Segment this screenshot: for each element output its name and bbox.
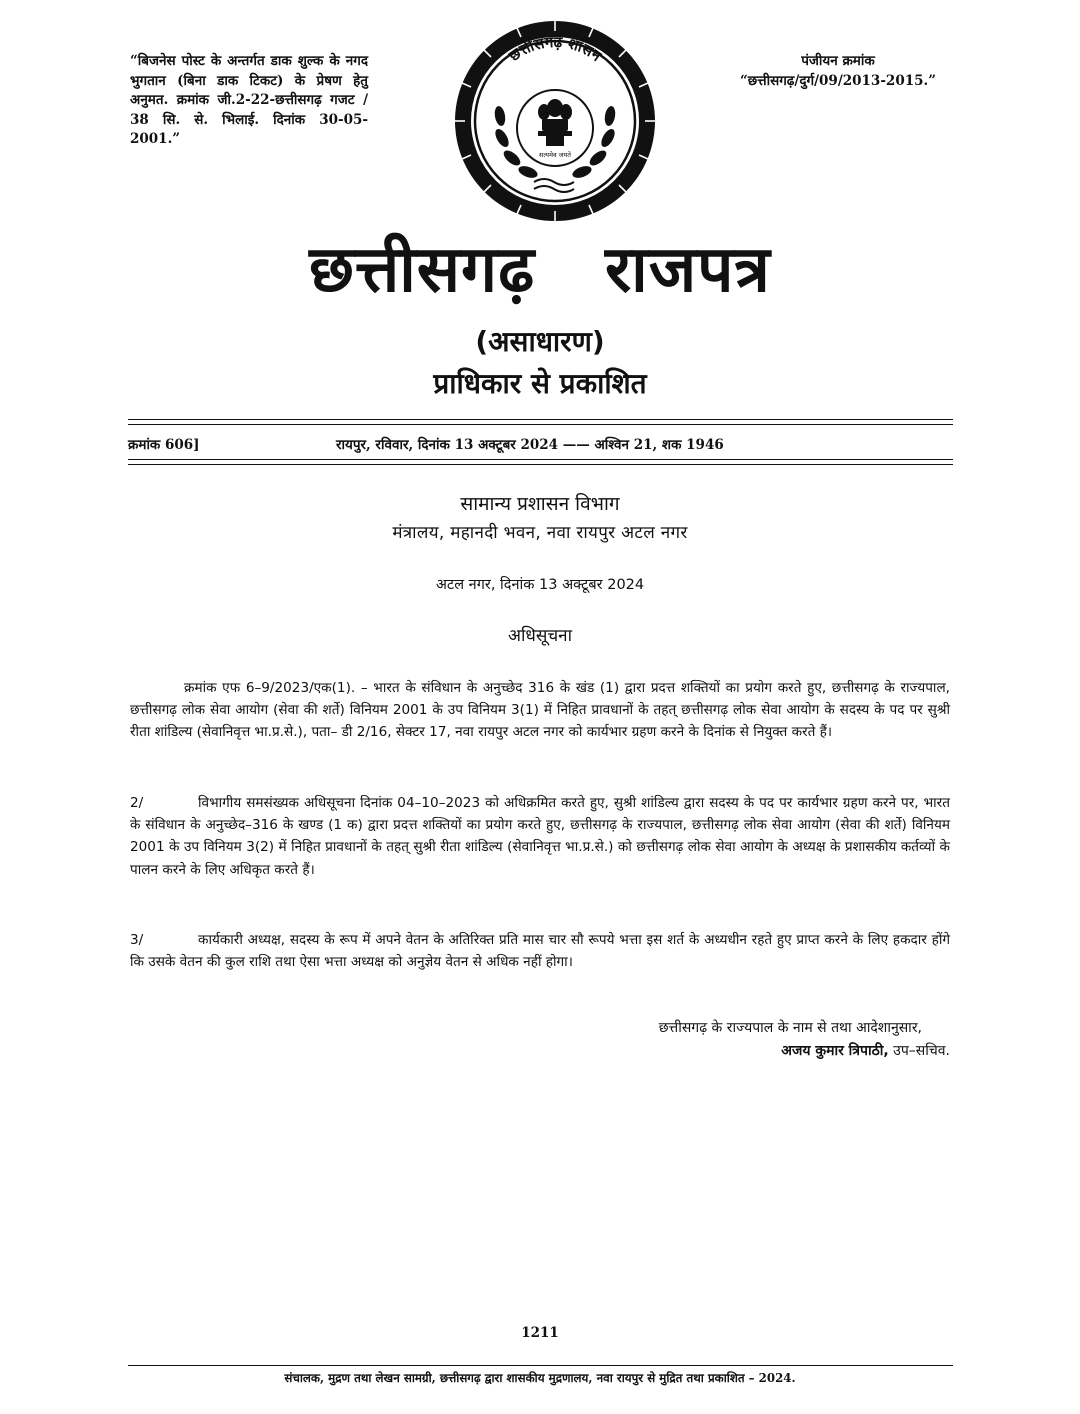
issue-date-line: रायपुर, रविवार, दिनांक 13 अक्टूबर 2024 —— अश्विन 21, शक 1946 <box>336 437 724 453</box>
seal-arc-text: छत्तीसगढ़ शासन <box>505 32 605 66</box>
postal-permit-note: “बिजनेस पोस्ट के अन्तर्गत डाक शुल्क के नगद भुगतान (बिना डाक टिकट) के प्रेषण हेतु अनुमत. क्रमांक जी.2-22-छत्तीसगढ़ गजट / 38 सि. से. भिलाई. दिनांक 30-05-2001.” <box>130 53 368 147</box>
page-number: 1211 <box>521 1325 559 1341</box>
gazette-authority: प्राधिकार से प्रकाशित <box>433 367 647 400</box>
paragraph-2-text: विभागीय समसंख्यक अधिसूचना दिनांक 04–10–2023 को अधिक्रमित करते हुए, सुश्री शांडिल्य द्वारा सदस्य के पद पर कार्यभार ग्रहण करने पर, भारत के संविधान के अनुच्छेद–316 के खण्ड (1 क) द्वारा प्रदत्त शक्तियों का प्रयोग करते हुए, छत्तीसगढ़ के राज्यपाल, छत्तीसगढ़ लोक सेवा आयोग (सेवा की शर्ते) विनियम 2001 के उप विनियम 3(2) में निहित प्रावधानों के तहत् सुश्री रीता शांडिल्य (सेवानिवृत्त भा.प्र.से.) को छत्तीसगढ़ लोक सेवा आयोग के अध्यक्ष के प्रशासकीय कर्तव्यों के पालन करने के लिए अधिकृत करते हैं। <box>130 795 950 878</box>
gazette-title: छत्तीसगढ़ राजपत्र <box>309 233 771 307</box>
signatory-designation: उप–सचिव. <box>888 1043 950 1059</box>
issue-bottom-rule-2 <box>128 464 953 465</box>
department-name: सामान्य प्रशासन विभाग <box>460 493 620 515</box>
issue-bottom-rule <box>128 459 953 460</box>
notification-heading: अधिसूचना <box>508 626 572 646</box>
registration-label: पंजीयन क्रमांक <box>801 53 875 69</box>
signatory-name: अजय कुमार त्रिपाठी, <box>781 1043 889 1059</box>
registration-block <box>722 52 954 91</box>
paragraph-2-number: 2/ <box>130 795 144 811</box>
paragraph-3-text: कार्यकारी अध्यक्ष, सदस्य के रूप में अपने वेतन के अतिरिक्त प्रति मास चार सौ रूपये भत्ता इस शर्त के अध्यधीन रहते हुए प्राप्त करने के लिए हकदार होंगे कि उसके वेतन की कुल राशि तथा ऐसा भत्ता अध्यक्ष को अनुज्ञेय वेतन से अधिक नहीं होगा। <box>130 932 950 971</box>
issue-number: क्रमांक 606] <box>128 437 200 453</box>
seal-motto: सत्यमेव जयते <box>539 151 571 159</box>
signatory <box>500 1040 950 1062</box>
paragraph-2 <box>130 792 950 881</box>
footer-rule <box>128 1365 953 1366</box>
place-date: अटल नगर, दिनांक 13 अक्टूबर 2024 <box>435 577 645 593</box>
printer-credit: संचालक, मुद्रण तथा लेखन सामग्री, छत्तीसगढ़ द्वारा शासकीय मुद्रणालय, नवा रायपुर से मुद्रित तथा प्रकाशित – 2024. <box>284 1371 796 1385</box>
paragraph-3-number: 3/ <box>130 932 144 948</box>
registration-number: “छत्तीसगढ़/दुर्ग/09/2013-2015.” <box>740 72 936 89</box>
issue-top-rule-2 <box>128 424 953 425</box>
department-address: मंत्रालय, महानदी भवन, नवा रायपुर अटल नगर <box>392 523 688 543</box>
paragraph-1: क्रमांक एफ 6–9/2023/एक(1). – भारत के संविधान के अनुच्छेद 316 के खंड (1) द्वारा प्रदत्त शक्तियों का प्रयोग करते हुए, छत्तीसगढ़ के राज्यपाल, छत्तीसगढ़ लोक सेवा आयोग (सेवा की शर्ते) विनियम 2001 के उप विनियम 3(1) में निहित प्रावधानों के तहत् छत्तीसगढ़ लोक सेवा आयोग के सदस्य के पद पर सुश्री रीता शांडिल्य (सेवानिवृत्त भा.प्र.से.), पता– डी 2/16, सेक्टर 17, नवा रायपुर अटल नगर को कार्यभार ग्रहण करने के दिनांक से नियुक्त करते हैं। <box>130 680 951 741</box>
paragraph-3 <box>130 929 950 973</box>
issue-top-rule <box>128 419 953 420</box>
state-emblem-seal <box>450 16 660 226</box>
gazette-edition: (असाधारण) <box>475 325 605 358</box>
signoff-line: छत्तीसगढ़ के राज्यपाल के नाम से तथा आदेशानुसार, <box>658 1020 922 1036</box>
